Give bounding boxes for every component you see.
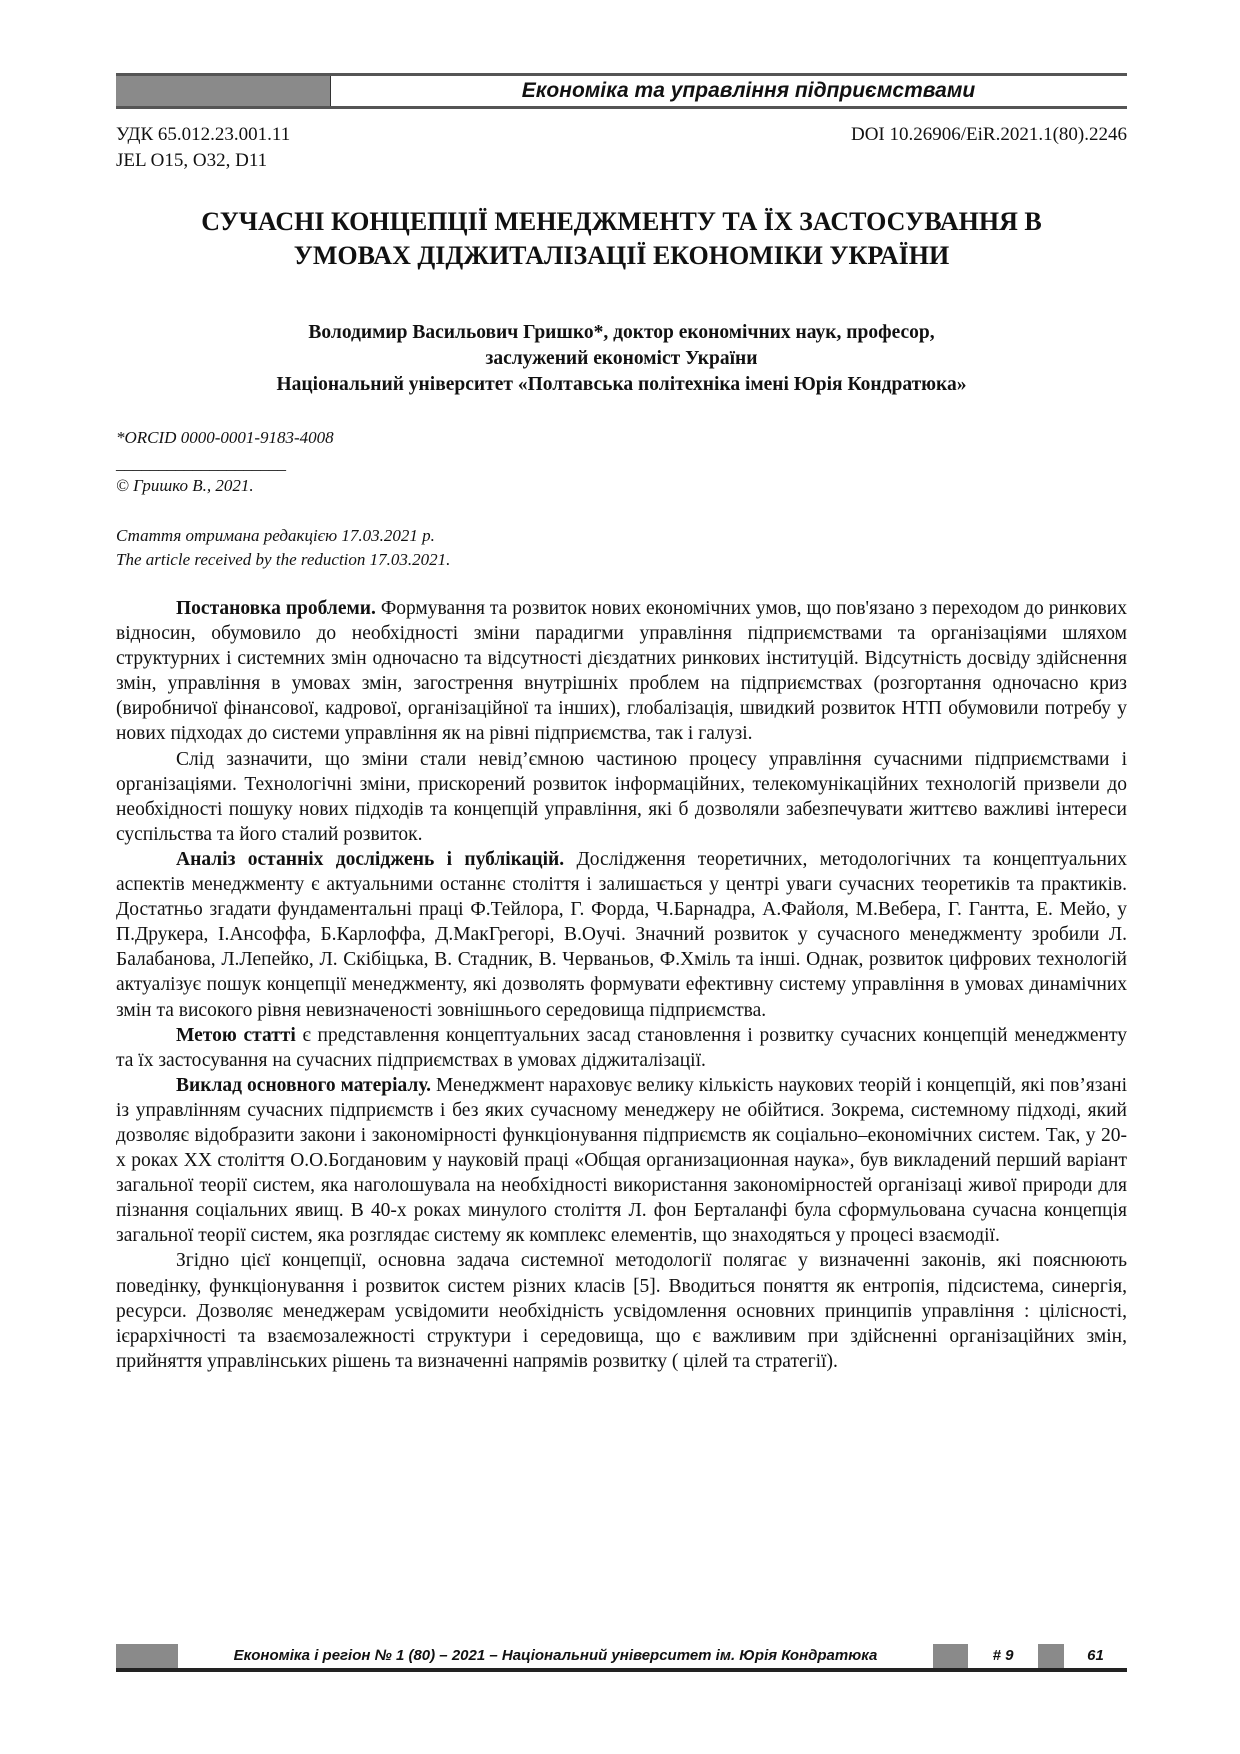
doi: DOI 10.26906/EiR.2021.1(80).2246 [850, 124, 1127, 145]
issue-number: # 9 [992, 1647, 1014, 1664]
author-name: Володимир Васильович Гришко*, доктор економічних наук, професор, [308, 322, 935, 343]
footer-gray-block [1038, 1644, 1064, 1668]
title-line: СУЧАСНІ КОНЦЕПЦІЇ МЕНЕДЖМЕНТУ ТА ЇХ ЗАСТОСУВАННЯ В [201, 207, 1042, 236]
paragraph-text: Формування та розвиток нових економічних умов, що пов'язано з переходом до ринкових відносин, обумовило до необхідності зміни парадигми управління підприємствами та організаціями шляхом структурних і системних змін одночасно та відсутності дієздатних ринкових інституцій. Відсутність досвіду здійснення змін, управління в умовах змін, загострення внутрішніх проблем на підприємствах (розгортання одночасно криз (виробничої фінансової, кадрової, організаційної та інших), глобалізація, швидкий розвиток НТП обумовили потребу у нових підходах до системи управління як на рівні підприємства, так і галузі. [116, 598, 1127, 745]
footer-gray-block [116, 1644, 178, 1668]
header-gray-block [116, 76, 331, 106]
running-header [116, 73, 1127, 109]
paragraph [116, 1073, 1127, 1249]
footer-gray-block [933, 1644, 968, 1668]
paragraph-text: Дослідження теоретичних, методологічних та концептуальних аспектів менеджменту є актуальними останнє століття і залишається у центрі уваги сучасних теоретиків та практиків. Достатньо згадати фундаментальні праці Ф.Тейлора, Г. Форда, Ч.Барнадра, А.Файоля, М.Вебера, Г. Гантта, Е. Мейо, у П.Друкера, І.Ансоффа, Б.Карлоффа, Д.МакГрегорі, В.Оучі. Значний розвиток у сучасного менеджменту зробили Л. Балабанова, Л.Лепейко, Л. Скібіцька, В. Стадник, В. Черваньов, Ф.Хміль та інші. Однак, розвиток цифрових технологій актуалізує пошук концепції менеджменту, які дозволять формувати ефективну систему управління в умовах динамічних змін та високого рівня невизначеності зовнішнього середовища підприємства. [116, 848, 1127, 1021]
received-ua: Стаття отримана редакцією 17.03.2021 р. [116, 526, 435, 545]
article-body [116, 596, 1127, 1374]
paragraph-text: Менеджмент нараховує велику кількість наукових теорій і концепцій, які пов’язані із управлінням сучасних підприємств і без яких сучасному менеджеру не обійтися. Зокрема, системному підході, який дозволяє відобразити закони і закономірності функціонування підприємств як соціально–економічних систем. Так, у 20-х роках ХХ століття О.О.Богдановим у науковій праці «Общая организационная наука», був викладений перший варіант загальної теорії систем, яка наголошувала на необхідності використання закономірностей організаці живої природи для пізнання соціальних явищ. В 40-х роках минулого століття Л. фон Берталанфі була сформульована сучасна концепція загальної теорії систем, яка розглядає систему як комплекс елементів, що знаходяться у процесі взаємодії. [116, 1074, 1127, 1247]
paragraph-text: Згідно цієї концепції, основна задача системної методології полягає у визначенні законів, які пояснюють поведінку, функціонування і розвиток систем різних класів [5]. Вводиться поняття як ентропія, підсистема, синергія, ресурси. Дозволяє менеджерам усвідомити необхідність усвідомлення основних принципів управління : цілісності, ієрархічності та взаємозалежності структури і середовища, що є важливим при здійсненні організаційних змін, прийняття управлінських рішень та визначенні напрямів розвитку ( цілей та стратегії). [116, 1250, 1127, 1372]
page-number: 61 [1087, 1647, 1104, 1664]
running-footer [116, 1644, 1127, 1672]
udc-code: УДК 65.012.23.001.11 [116, 124, 291, 145]
orcid: *ORCID 0000-0001-9183-4008 [116, 428, 334, 447]
paragraph [116, 747, 1127, 847]
paragraph-text: Слід зазначити, що зміни стали невід’ємною частиною процесу управління сучасними підприємствами і організаціями. Технологічні зміни, прискорений розвиток інформаційних, телекомунікаційних технологій призвели до необхідності пошуку нових підходів та концепцій управління, які б дозволяли забезпечувати життєво важливі інтереси суспільства та його сталий розвиток. [116, 748, 1127, 845]
received-en: The article received by the reduction 17.03.2021. [116, 550, 451, 569]
paragraph [116, 1023, 1127, 1073]
section-lead: Постановка проблеми. [176, 598, 376, 619]
paragraph [116, 847, 1127, 1023]
author-block [116, 320, 1127, 398]
section-lead: Метою статті [176, 1024, 296, 1046]
paragraph-text: є представлення концептуальних засад становлення і розвитку сучасних концепцій менеджменту та їх застосування на сучасних підприємствах в умовах діджиталізації. [116, 1024, 1127, 1071]
author-title: заслужений економіст України [485, 348, 758, 369]
separator-rule: ____________________ [116, 454, 286, 473]
section-lead: Виклад основного матеріалу. [176, 1074, 432, 1096]
title-line: УМОВАХ ДІДЖИТАЛІЗАЦІЇ ЕКОНОМІКИ УКРАЇНИ [293, 241, 950, 270]
copyright: © Гришко В., 2021. [116, 476, 254, 495]
footer-journal: Економіка і регіон № 1 (80) – 2021 – Національний університет ім. Юрія Кондратюка [233, 1647, 878, 1664]
journal-section-title: Економіка та управління підприємствами [521, 79, 976, 102]
paragraph [116, 1248, 1127, 1373]
jel-codes: JEL O15, O32, D11 [116, 150, 268, 171]
author-affiliation: Національний університет «Полтавська політехніка імені Юрія Кондратюка» [276, 374, 967, 395]
paragraph [116, 596, 1127, 747]
article-title [116, 205, 1127, 273]
section-lead: Аналіз останніх досліджень і публікацій. [176, 848, 565, 870]
